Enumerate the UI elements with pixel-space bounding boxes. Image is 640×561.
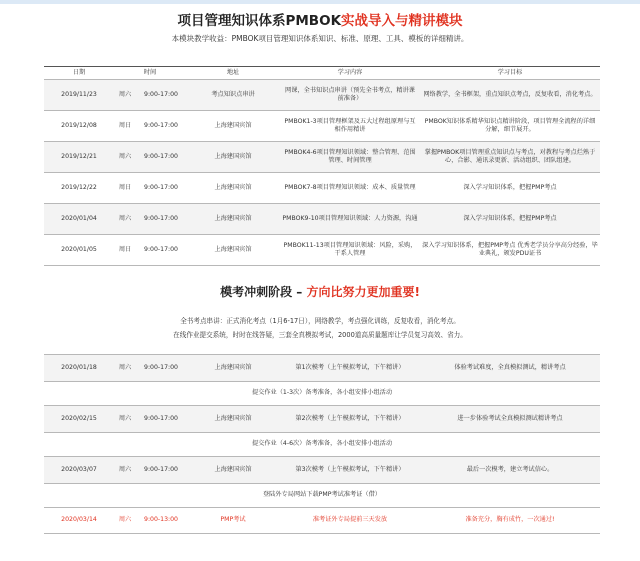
cell-day: 周日 bbox=[114, 173, 136, 204]
cell-content: 第1次模考（上午模拟考试，下午精讲） bbox=[280, 355, 420, 382]
intro-line-1: 全书考点串讲：正式消化考点（1月6-17日），网络教学，考点强化训练，反复收看，消化考点。 bbox=[180, 317, 460, 325]
top-border bbox=[0, 0, 640, 4]
cell-content: PMBOK7-8项目管理知识领域：成本、质量管理 bbox=[280, 173, 420, 204]
cell-goal: 深入学习知识体系，把握PMP考点 bbox=[420, 204, 600, 235]
cell-content: 准考证外专局提前三天发放 bbox=[280, 508, 420, 534]
cell-time: 9:00-17:00 bbox=[136, 142, 186, 173]
cell-goal: PMBOK知识体系精华知识点精讲阶段，项目管理全流程的详细分解，细节展开。 bbox=[420, 111, 600, 142]
cell-date: 2019/12/21 bbox=[44, 142, 114, 173]
cell-goal: 准备充分，胸有成竹，一次通过! bbox=[420, 508, 600, 534]
cell-note: 提交作业（1-3次）备考准备，各小组安排小组活动 bbox=[44, 382, 600, 406]
table-row bbox=[44, 80, 600, 111]
cell-date: 2019/12/08 bbox=[44, 111, 114, 142]
intro-line-2: 在线作业提交系统，时时在线答疑，三套全真模拟考试，2000道高质量题库让学员复习高效、省力。 bbox=[173, 331, 467, 339]
header-time: 时间 bbox=[114, 67, 186, 80]
cell-content: 第3次模考（上午模拟考试，下午精讲） bbox=[280, 457, 420, 484]
section-title bbox=[0, 283, 640, 300]
cell-time: 9:00-17:00 bbox=[136, 204, 186, 235]
cell-place: 上海建国宾馆 bbox=[186, 173, 280, 204]
page-subtitle: 本模块教学收益：PMBOK项目管理知识体系知识、标准、原理、工具、模板的详细精讲。 bbox=[171, 34, 469, 43]
page-title bbox=[0, 9, 640, 29]
cell-day: 周六 bbox=[114, 457, 136, 484]
cell-content: PMBOK1-3项目管理框架及五大过程组原理与互相作用精讲 bbox=[280, 111, 420, 142]
cell-date: 2019/11/23 bbox=[44, 80, 114, 111]
header-date: 日期 bbox=[44, 67, 114, 80]
cell-date: 2020/03/07 bbox=[44, 457, 114, 484]
cell-content: 网课，全书知识点串讲（预先全书考点，精讲课前准备） bbox=[280, 80, 420, 111]
cell-content: PMBOK11-13项目管理知识领域：风险，采购，干系人管理 bbox=[280, 235, 420, 266]
cell-goal: 掌握PMBOK项目管理重点知识点与考点，对教程与考点烂熟于心，合影、通讯录更新、活动组织、团队组建。 bbox=[420, 142, 600, 173]
section-title-main: 模考冲刺阶段 – bbox=[220, 285, 307, 299]
cell-day: 周六 bbox=[114, 406, 136, 433]
cell-time: 9:00-17:00 bbox=[136, 111, 186, 142]
header-place: 地址 bbox=[186, 67, 280, 80]
cell-day: 周六 bbox=[114, 508, 136, 534]
cell-date: 2020/01/05 bbox=[44, 235, 114, 266]
cell-goal: 进一步体验考试全真模拟测试精讲考点 bbox=[420, 406, 600, 433]
cell-goal: 最后一次模考，建立考试信心。 bbox=[420, 457, 600, 484]
cell-date: 2020/01/04 bbox=[44, 204, 114, 235]
mock-exam-table bbox=[44, 354, 600, 534]
cell-time: 9:00-17:00 bbox=[136, 235, 186, 266]
cell-time: 9:00-17:00 bbox=[136, 457, 186, 484]
cell-goal: 深入学习知识体系，把握PMP考点 优秀老学员分享高分经验，毕业典礼，颁发PDU证书 bbox=[420, 235, 600, 266]
cell-place: 上海建国宾馆 bbox=[186, 406, 280, 433]
note-row bbox=[44, 484, 600, 508]
cell-time: 9:00-17:00 bbox=[136, 80, 186, 111]
cell-day: 周日 bbox=[114, 111, 136, 142]
schedule-table bbox=[44, 66, 600, 266]
table-row bbox=[44, 355, 600, 382]
cell-place: 考点知识点串讲 bbox=[186, 80, 280, 111]
cell-day: 周日 bbox=[114, 235, 136, 266]
table-row bbox=[44, 111, 600, 142]
cell-goal: 深入学习知识体系，把握PMP考点 bbox=[420, 173, 600, 204]
cell-place: 上海建国宾馆 bbox=[186, 142, 280, 173]
cell-date: 2020/03/14 bbox=[44, 508, 114, 534]
cell-note: 登陆外专局网站下载PMP考试准考证（借） bbox=[44, 484, 600, 508]
cell-time: 9:00-13:00 bbox=[136, 508, 186, 534]
cell-place: 上海建国宾馆 bbox=[186, 111, 280, 142]
table-row bbox=[44, 173, 600, 204]
cell-content: PMBOK9-10项目管理知识领域：人力资源，沟通 bbox=[280, 204, 420, 235]
note-row bbox=[44, 382, 600, 406]
cell-day: 周六 bbox=[114, 355, 136, 382]
cell-day: 周六 bbox=[114, 80, 136, 111]
cell-place: 上海建国宾馆 bbox=[186, 355, 280, 382]
table-row bbox=[44, 457, 600, 484]
cell-note: 提交作业（4-6次）备考准备，各小组安排小组活动 bbox=[44, 433, 600, 457]
cell-time: 9:00-17:00 bbox=[136, 355, 186, 382]
schedule-header-row bbox=[44, 67, 600, 80]
cell-day: 周六 bbox=[114, 142, 136, 173]
exam-row bbox=[44, 508, 600, 534]
cell-time: 9:00-17:00 bbox=[136, 173, 186, 204]
header-content: 学习内容 bbox=[280, 67, 420, 80]
section-title-highlight: 方向比努力更加重要! bbox=[306, 285, 420, 299]
cell-date: 2020/01/18 bbox=[44, 355, 114, 382]
page-title-main: 项目管理知识体系PMBOK bbox=[177, 13, 342, 29]
table-row bbox=[44, 142, 600, 173]
table-row bbox=[44, 204, 600, 235]
cell-content: PMBOK4-6项目管理知识领域：整合管理、范围管理、时间管理 bbox=[280, 142, 420, 173]
table-row bbox=[44, 406, 600, 433]
page-title-highlight: 实战导入与精讲模块 bbox=[341, 13, 463, 29]
cell-place: PMP考试 bbox=[186, 508, 280, 534]
cell-day: 周六 bbox=[114, 204, 136, 235]
cell-date: 2020/02/15 bbox=[44, 406, 114, 433]
cell-date: 2019/12/22 bbox=[44, 173, 114, 204]
cell-time: 9:00-17:00 bbox=[136, 406, 186, 433]
table-row bbox=[44, 235, 600, 266]
cell-goal: 体验考试难度，全真模拟测试，精讲考点 bbox=[420, 355, 600, 382]
note-row bbox=[44, 433, 600, 457]
cell-goal: 网络教学，全书框架，重点知识点考点，反复收看，消化考点。 bbox=[420, 80, 600, 111]
cell-place: 上海建国宾馆 bbox=[186, 457, 280, 484]
cell-content: 第2次模考（上午模拟考试，下午精讲） bbox=[280, 406, 420, 433]
cell-place: 上海建国宾馆 bbox=[186, 235, 280, 266]
cell-place: 上海建国宾馆 bbox=[186, 204, 280, 235]
section-intro bbox=[0, 314, 640, 342]
header-goal: 学习目标 bbox=[420, 67, 600, 80]
